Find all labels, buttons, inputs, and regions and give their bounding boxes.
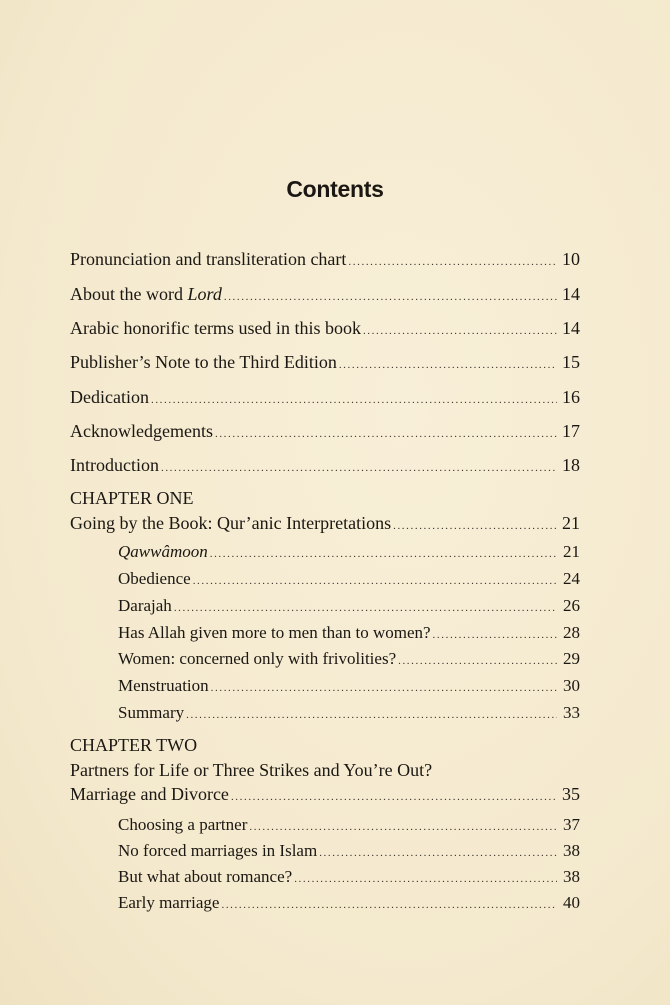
toc-entry-pronunciation xyxy=(70,248,580,273)
chapter-two-title-line1: Partners for Life or Three Strikes and You’re Out? xyxy=(70,760,433,780)
toc-entry-honorific-terms xyxy=(70,317,580,342)
toc-entry-dedication xyxy=(70,386,580,411)
toc-section-frivolities xyxy=(118,648,580,672)
toc-section-text: No forced marriages in Islam xyxy=(118,841,318,860)
dot-leader xyxy=(348,251,557,273)
toc-section-darajah xyxy=(118,595,580,619)
dot-leader xyxy=(294,868,557,890)
toc-page-number: 26 xyxy=(563,596,580,615)
toc-entry-text xyxy=(70,283,222,305)
toc-page-number: 16 xyxy=(562,387,580,407)
toc-entry-acknowledgements xyxy=(70,420,580,445)
dot-leader xyxy=(224,286,557,308)
toc-section-text: Obedience xyxy=(118,569,191,588)
dot-leader xyxy=(398,650,557,672)
toc-section-text: Summary xyxy=(118,703,185,722)
dot-leader xyxy=(249,816,557,838)
chapter-one-title-entry xyxy=(70,512,580,537)
dot-leader xyxy=(363,320,557,342)
toc-page-number: 15 xyxy=(562,352,580,372)
toc-entry-text: Publisher’s Note to the Third Edition xyxy=(70,352,337,372)
toc-page-number: 35 xyxy=(562,784,580,804)
toc-page-number: 17 xyxy=(562,421,580,441)
toc-section-early-marriage xyxy=(118,892,580,916)
dot-leader xyxy=(174,597,557,619)
chapter-title-text: Marriage and Divorce xyxy=(70,784,229,804)
toc-section-qawwamoon xyxy=(118,541,580,565)
toc-page-number: 38 xyxy=(563,867,580,886)
toc-section-text: Menstruation xyxy=(118,676,209,695)
toc-page-number: 21 xyxy=(563,542,580,561)
toc-entry-text-plain: About the word xyxy=(70,284,188,304)
toc-section-obedience xyxy=(118,568,580,592)
chapter-title-text: Going by the Book: Qur’anic Interpretations xyxy=(70,513,392,533)
dot-leader xyxy=(339,354,557,376)
toc-page-number: 14 xyxy=(562,284,580,304)
toc-page-number: 18 xyxy=(562,455,580,475)
dot-leader xyxy=(161,457,557,479)
toc-page-number: 29 xyxy=(563,649,580,668)
chapter-two-title-entry xyxy=(70,783,580,808)
toc-section-text: Has Allah given more to men than to women? xyxy=(118,623,431,642)
toc-section-romance xyxy=(118,866,580,890)
toc-entry-text: Pronunciation and transliteration chart xyxy=(70,249,347,269)
toc-page-number: 40 xyxy=(563,893,580,912)
toc-section-choosing-partner xyxy=(118,814,580,838)
toc-page-number: 24 xyxy=(563,569,580,588)
dot-leader xyxy=(393,515,557,537)
dot-leader xyxy=(231,786,557,808)
toc-page-number: 21 xyxy=(562,513,580,533)
toc-entry-publishers-note xyxy=(70,351,580,376)
toc-page-number: 33 xyxy=(563,703,580,722)
toc-entry-text: Arabic honorific terms used in this book xyxy=(70,318,361,338)
chapter-two-heading: CHAPTER TWO xyxy=(70,735,198,755)
toc-entry-text: Dedication xyxy=(70,387,149,407)
toc-section-text: Early marriage xyxy=(118,893,220,912)
toc-section-text: But what about romance? xyxy=(118,867,293,886)
toc-page-number: 38 xyxy=(563,841,580,860)
toc-section-summary xyxy=(118,702,580,726)
toc-section-text: Choosing a partner xyxy=(118,815,248,834)
toc-section-text: Women: concerned only with frivolities? xyxy=(118,649,397,668)
dot-leader xyxy=(319,842,557,864)
toc-entry-text-italic: Lord xyxy=(187,284,222,304)
dot-leader xyxy=(211,677,557,699)
toc-page-number: 10 xyxy=(562,249,580,269)
toc-section-text: Darajah xyxy=(118,596,172,615)
toc-section-menstruation xyxy=(118,675,580,699)
dot-leader xyxy=(186,704,557,726)
dot-leader xyxy=(221,894,557,916)
page-title: Contents xyxy=(286,176,384,202)
dot-leader xyxy=(215,423,557,445)
toc-entry-about-lord xyxy=(70,283,580,308)
dot-leader xyxy=(151,389,557,411)
chapter-one-heading: CHAPTER ONE xyxy=(70,488,194,508)
toc-page-number: 28 xyxy=(563,623,580,642)
toc-entry-introduction xyxy=(70,454,580,479)
toc-entry-text: Introduction xyxy=(70,455,159,475)
toc-page-number: 30 xyxy=(563,676,580,695)
toc-page-number: 37 xyxy=(563,815,580,834)
toc-section-allah-given-more xyxy=(118,622,580,646)
toc-entry-text: Acknowledgements xyxy=(70,421,213,441)
dot-leader xyxy=(433,624,557,646)
toc-section-no-forced-marriages xyxy=(118,840,580,864)
toc-section-text: Qawwâmoon xyxy=(118,542,208,561)
dot-leader xyxy=(210,543,557,565)
dot-leader xyxy=(193,570,557,592)
toc-page-number: 14 xyxy=(562,318,580,338)
